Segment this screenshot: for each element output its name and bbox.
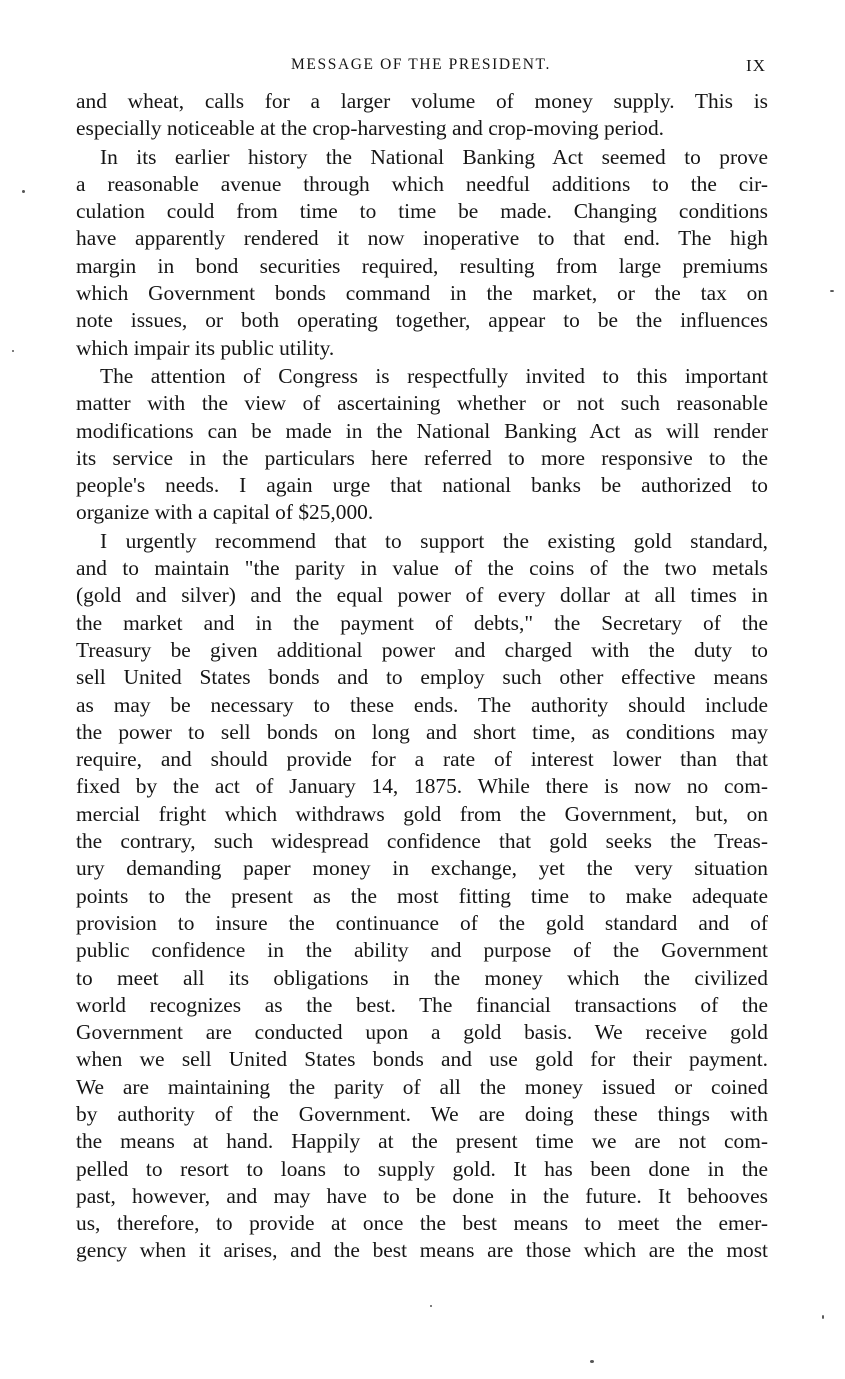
text-line: sell United States bonds and to employ such other effective means [76,665,768,690]
text-line: have apparently rendered it now inoperative to that end. The high [76,226,768,251]
text-line: world recognizes as the best. The financial transactions of the [76,992,768,1017]
running-head: MESSAGE OF THE PRESIDENT. [291,56,551,73]
page-header [76,56,766,82]
text-line: the contrary, such widespread confidence that gold seeks the Treas- [76,829,768,854]
text-line: and wheat, calls for a larger volume of money supply. This is [76,89,768,113]
text-line: Treasury be given additional power and charged with the duty to [76,637,768,662]
text-line: note issues, or both operating together, appear to be the influences [76,308,768,333]
text-line: its service in the particulars here referred to more responsive to the [76,445,768,470]
scan-speck [822,1315,824,1319]
text-line: We are maintaining the parity of all the money issued or coined [76,1074,768,1099]
text-line: which impair its public utility. [76,335,335,360]
text-line: I urgently recommend that to support the existing gold standard, [100,528,768,553]
text-line: public confidence in the ability and purpose of the Government [76,938,768,963]
text-line: especially noticeable at the crop-harvesting and crop-moving period. [76,116,665,141]
text-line: to meet all its obligations in the money which the civilized [76,965,768,990]
text-line: when we sell United States bonds and use gold for their payment. [76,1047,768,1072]
text-line: ury demanding paper money in exchange, yet the very situation [76,856,768,881]
text-line: pelled to resort to loans to supply gold. It has been done in the [76,1156,768,1181]
text-line: and to maintain "the parity in value of the coins of the two metals [76,556,768,581]
scan-speck [590,1360,594,1363]
scan-speck [22,190,25,193]
text-line: matter with the view of ascertaining whether or not such reasonable [76,391,768,416]
text-line: Government are conducted upon a gold basis. We receive gold [76,1020,768,1045]
text-line: which Government bonds command in the market, or the tax on [76,281,768,306]
paragraph [76,88,768,143]
text-line: the means at hand. Happily at the present time we are not com- [76,1129,768,1154]
text-line: provision to insure the continuance of the gold standard and of [76,910,768,935]
text-line: culation could from time to time be made. Changing conditions [76,199,768,224]
text-line: require, and should provide for a rate of interest lower than that [76,747,768,772]
text-line: by authority of the Government. We are doing these things with [76,1101,768,1126]
text-line: gency when it arises, and the best means are those which are the most [76,1238,768,1263]
text-line: mercial fright which withdraws gold from the Government, but, on [76,801,768,826]
paragraph [76,144,768,362]
body-text [76,88,768,1265]
text-line: The attention of Congress is respectfully invited to this important [100,363,768,388]
text-line: past, however, and may have to be done in the future. It behooves [76,1183,768,1208]
scan-speck [830,290,834,292]
paragraph [76,528,768,1265]
page-number: IX [746,56,766,75]
text-line: points to the present as the most fitting time to make adequate [76,883,768,908]
text-line: margin in bond securities required, resulting from large premiums [76,253,768,278]
text-line: a reasonable avenue through which needful additions to the cir- [76,171,768,196]
text-line: people's needs. I again urge that national banks be authorized to [76,473,768,498]
text-line: as may be necessary to these ends. The authority should include [76,692,768,717]
text-line: (gold and silver) and the equal power of every dollar at all times in [76,583,768,608]
text-line: In its earlier history the National Banking Act seemed to prove [100,144,768,169]
text-line: fixed by the act of January 14, 1875. While there is now no com- [76,774,768,799]
text-line: us, therefore, to provide at once the best means to meet the emer- [76,1211,768,1236]
scan-speck [12,350,14,352]
text-line: the power to sell bonds on long and short time, as conditions may [76,719,768,744]
text-line: modifications can be made in the National Banking Act as will render [76,418,768,443]
text-line: the market and in the payment of debts," the Secretary of the [76,610,768,635]
scan-speck [430,1305,432,1307]
paragraph [76,363,768,527]
text-line: organize with a capital of $25,000. [76,500,374,525]
